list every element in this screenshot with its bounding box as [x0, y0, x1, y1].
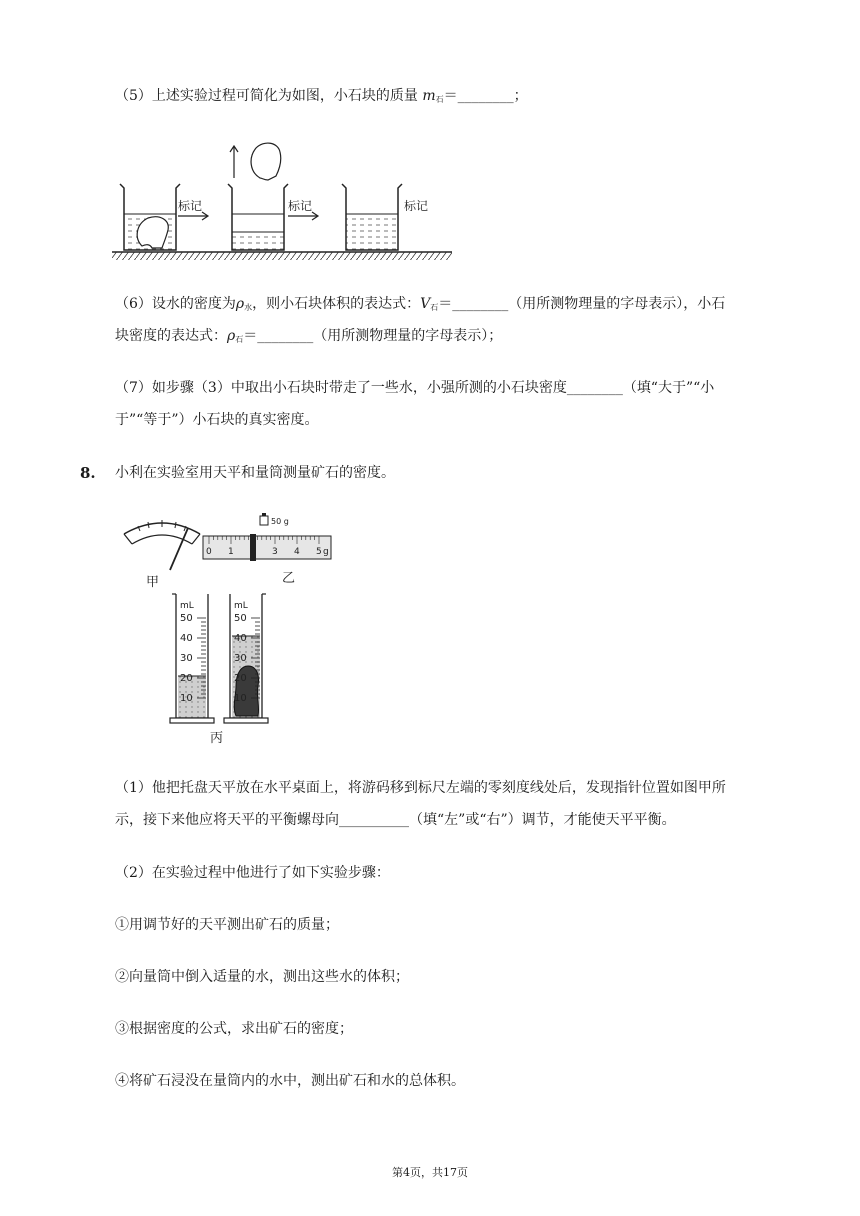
cylinder-tick-label: 20 — [234, 673, 247, 684]
question-number: 8. — [80, 464, 96, 482]
beaker-3 — [342, 184, 402, 250]
cylinder-tick-label: 50 — [234, 613, 247, 624]
beaker-2 — [228, 143, 288, 250]
step-2: ②向量筒中倒入适量的水，测出这些水的体积； — [115, 969, 409, 985]
pointer-needle — [170, 528, 188, 570]
cylinder-water — [170, 594, 214, 723]
cylinder-unit: mL — [180, 601, 194, 611]
arrow-icon — [288, 212, 318, 220]
balance-cylinder-figure — [118, 510, 340, 746]
ruler-unit: g — [323, 547, 329, 557]
pointer-dial — [124, 520, 200, 570]
q7-part6-line2: 块密度的表达式：$\rho_石=\_\_\_\_\_\_\_\_$（用所测物理量的字母表示）； — [115, 328, 503, 344]
label-yi: 乙 — [282, 571, 296, 586]
cylinder-unit: mL — [234, 601, 248, 611]
cylinder-tick-label: 10 — [234, 693, 247, 704]
mark-label-3: 标记 — [404, 199, 429, 213]
cylinder-tick-label: 20 — [180, 673, 193, 684]
weight-label: 50 g — [271, 517, 289, 526]
step-4: ④将矿石浸没在量筒内的水中，测出矿石和水的总体积。 — [115, 1073, 465, 1089]
question-stem: 小利在实验室用天平和量筒测量矿石的密度。 — [115, 465, 395, 481]
rider-scale — [203, 534, 331, 561]
page-footer: 第4页，共17页 — [392, 1166, 468, 1179]
mark-label-2: 标记 — [288, 199, 313, 213]
cylinder-tick-label: 40 — [234, 633, 247, 644]
q8-part1-line1: （1）他把托盘天平放在水平桌面上，将游码移到标尺左端的零刻度线处后，发现指针位置如图甲所 — [115, 780, 726, 796]
step-3: ③根据密度的公式，求出矿石的密度； — [115, 1021, 353, 1037]
beaker-figure — [112, 138, 452, 266]
q7-part7-line2: 于”“等于”）小石块的真实密度。 — [115, 412, 319, 428]
cylinder-tick-label: 30 — [234, 653, 247, 664]
cylinder-tick-label: 50 — [180, 613, 193, 624]
label-bing: 丙 — [210, 731, 224, 746]
up-arrow-icon — [230, 146, 238, 178]
step-1: ①用调节好的天平测出矿石的质量； — [115, 917, 339, 933]
cylinder-tick-label: 10 — [180, 693, 193, 704]
q7-part7-line1: （7）如步骤（3）中取出小石块时带走了一些水，小强所测的小石块密度________（填“大于”“小 — [115, 380, 715, 396]
q8-part2: （2）在实验过程中他进行了如下实验步骤： — [115, 865, 390, 881]
mark-label-1: 标记 — [178, 199, 203, 213]
cylinder-tick-label: 30 — [180, 653, 193, 664]
beaker-1 — [120, 184, 180, 250]
ruler-tick-label: 2 — [250, 547, 256, 557]
q8-part1-line2: 示，接下来他应将天平的平衡螺母向__________（填“左”或“右”）调节，才能使天平平衡。 — [115, 812, 676, 828]
stone-lifted-icon — [251, 143, 281, 180]
ruler-tick-label: 0 — [206, 547, 212, 557]
label-jia: 甲 — [146, 575, 160, 590]
q7-part6-line1: （6）设水的密度为$\rho_水$，则小石块体积的表达式：$V_石=\_\_\_\_\_\_\_\_$（用所测物理量的字母表示），小石 — [115, 296, 726, 312]
arrow-icon — [178, 212, 208, 220]
ruler-tick-label: 4 — [294, 547, 300, 557]
ruler-tick-label: 5 — [316, 547, 322, 557]
weight-icon — [260, 513, 268, 525]
ruler-tick-label: 1 — [228, 547, 234, 557]
ruler-tick-label: 3 — [272, 547, 278, 557]
cylinder-tick-label: 40 — [180, 633, 193, 644]
q7-part5: （5）上述实验过程可简化为如图，小石块的质量 $m_石=\_\_\_\_\_\_\_\_$； — [115, 88, 528, 104]
cylinder-water-ore — [224, 594, 268, 723]
